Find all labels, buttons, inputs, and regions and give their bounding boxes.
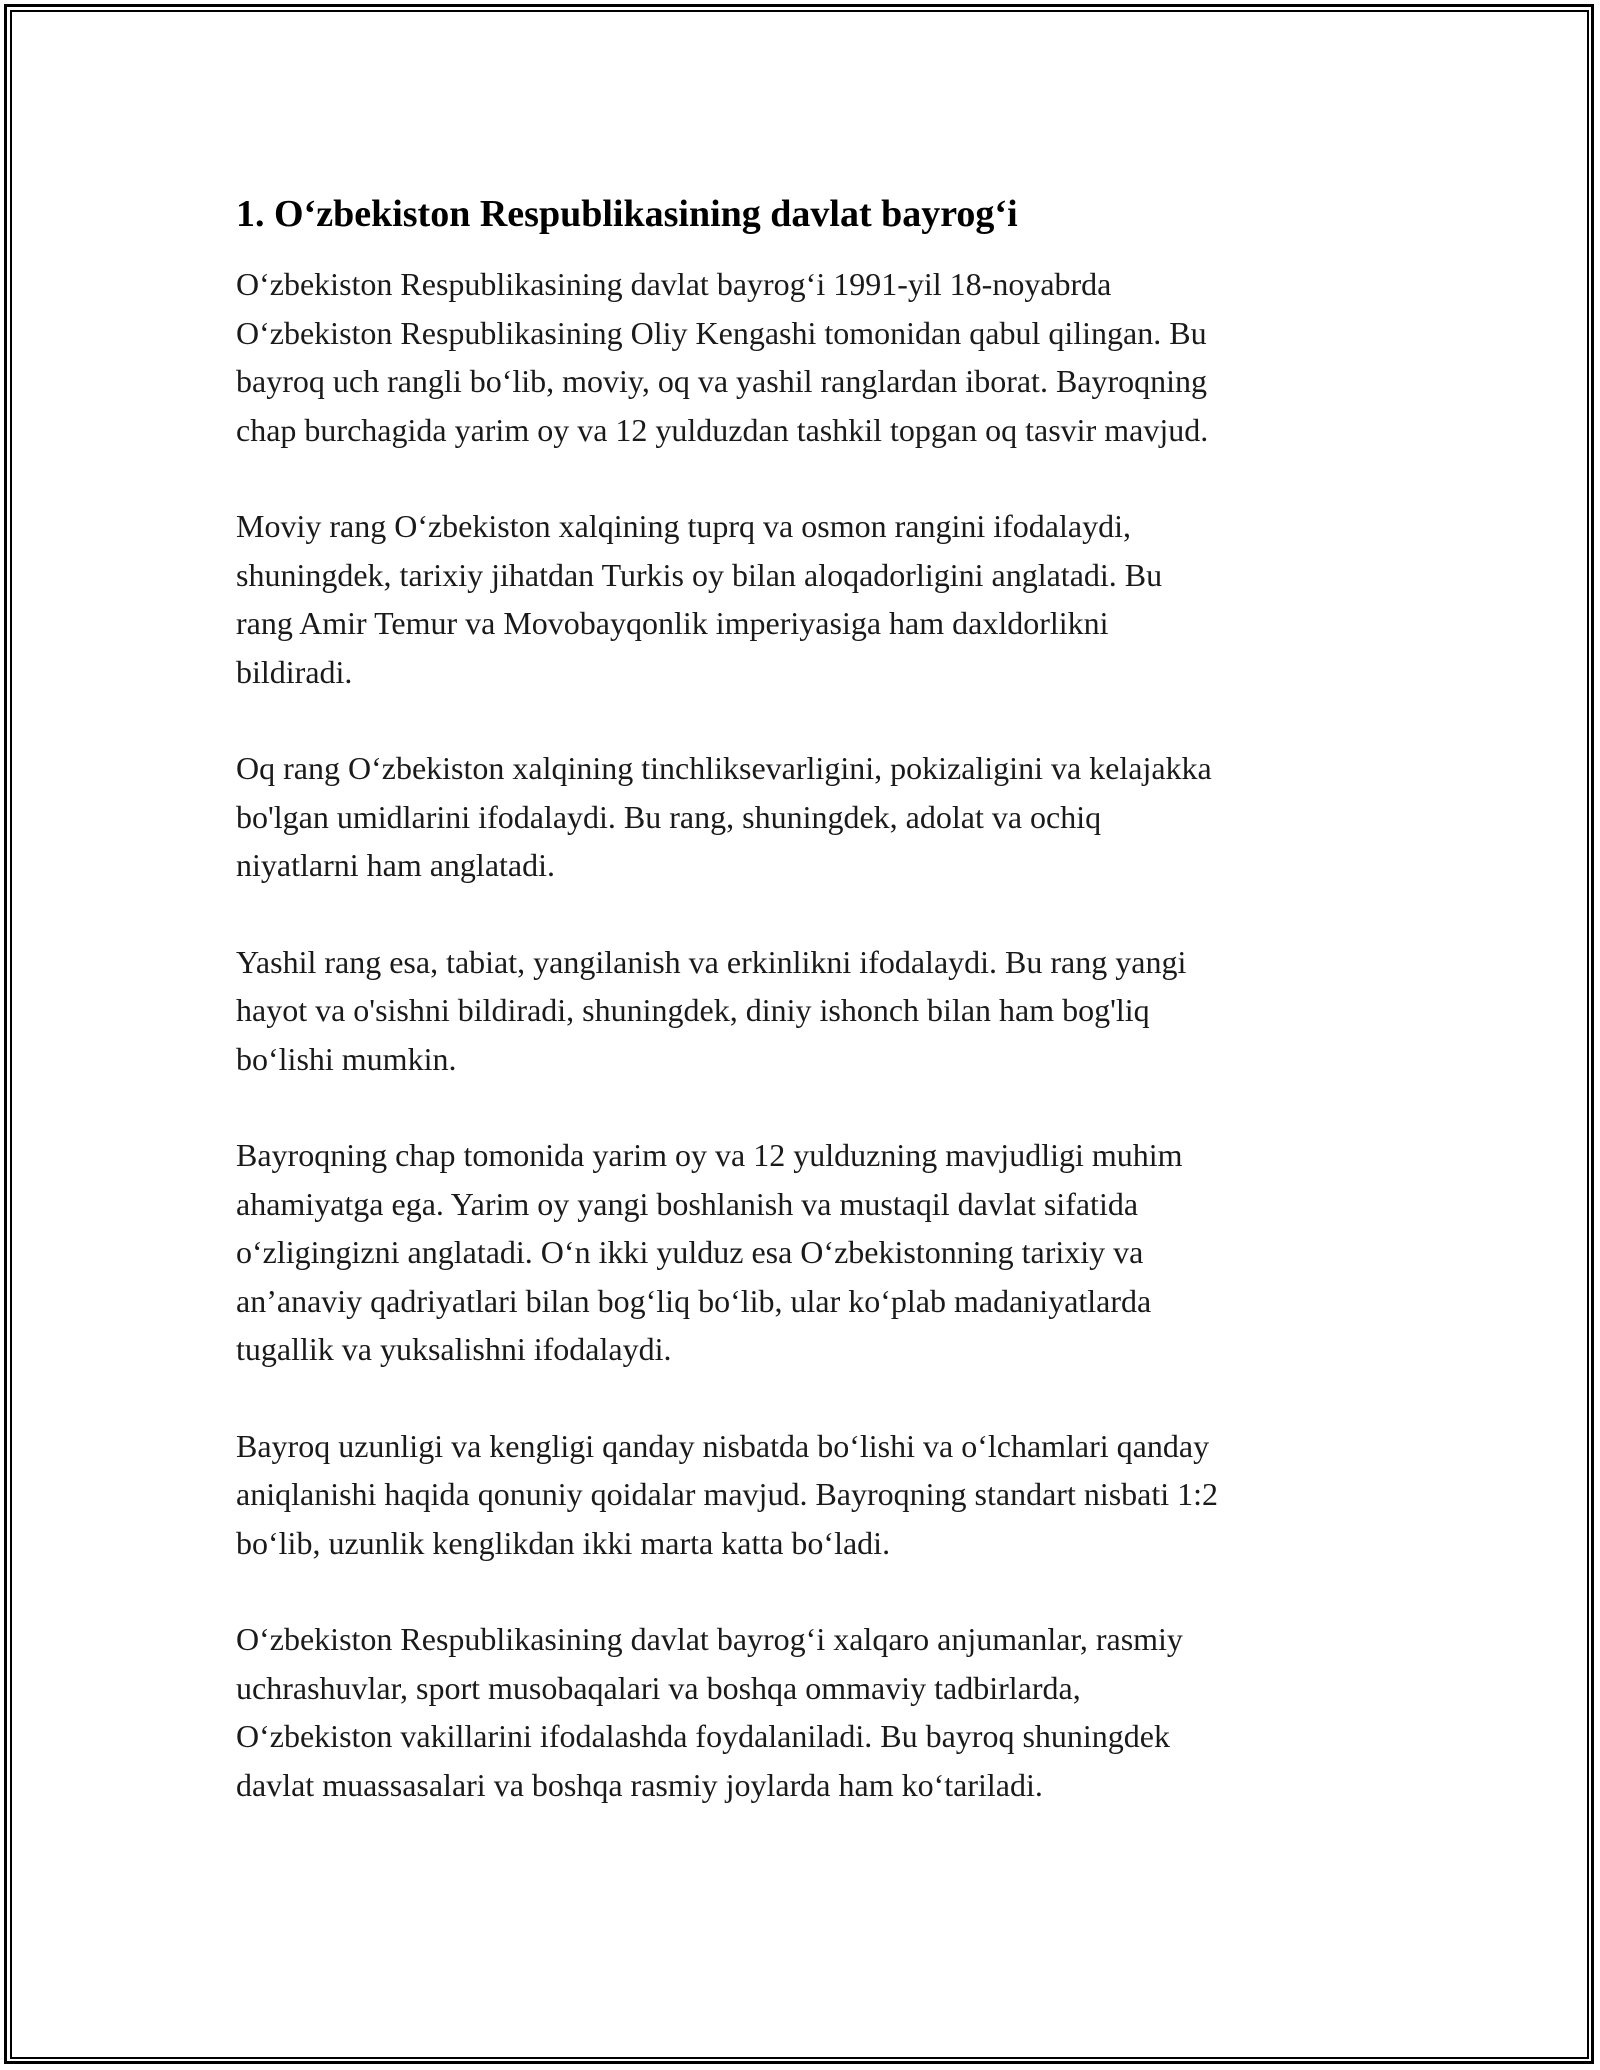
paragraph-line: o‘zligingizni anglatadi. O‘n ikki yulduz esa O‘zbekistonning tarixiy va [236, 1234, 1144, 1270]
paragraph-line: uchrashuvlar, sport musobaqalari va boshqa ommaviy tadbirlarda, [236, 1669, 1081, 1706]
paragraph-line: Bayroq uzunligi va kengligi qanday nisbatda bo‘lishi va o‘lchamlari qanday [236, 1427, 1210, 1464]
paragraph-line: rang Amir Temur va Movobayqonlik imperiyasiga ham daxldorlikni [236, 605, 1109, 641]
paragraph-line: ahamiyatga ega. Yarim oy yangi boshlanish va mustaqil davlat sifatida [236, 1185, 1139, 1222]
paragraph-line: aniqlanishi haqida qonuniy qoidalar mavjud. Bayroqning standart nisbati 1:2 [236, 1476, 1219, 1512]
paragraph-line: davlat muassasalari va boshqa rasmiy joylarda ham ko‘tariladi. [236, 1766, 1043, 1803]
document-body [236, 188, 1376, 1857]
paragraph-line: bo'lgan umidlarini ifodalaydi. Bu rang, shuningdek, adolat va ochiq [236, 798, 1102, 835]
paragraph-line: Oq rang O‘zbekiston xalqining tinchliksevarligini, pokizaligini va kelajakka [236, 750, 1212, 786]
paragraph-line: Bayroqning chap tomonida yarim oy va 12 yulduzning mavjudligi muhim [236, 1137, 1183, 1173]
paragraph-line: O‘zbekiston Respublikasining Oliy Kengashi tomonidan qabul qilingan. Bu [236, 314, 1207, 351]
paragraph-line: chap burchagida yarim oy va 12 yulduzdan tashkil topgan oq tasvir mavjud. [236, 411, 1209, 448]
paragraph-3 [236, 744, 1376, 890]
paragraph-line: O‘zbekiston Respublikasining davlat bayrog‘i 1991-yil 18-noyabrda [236, 266, 1112, 302]
paragraph-line: O‘zbekiston vakillarini ifodalashda foydalaniladi. Bu bayroq shuningdek [236, 1718, 1170, 1754]
paragraph-2 [236, 502, 1376, 696]
paragraph-line: bo‘lib, uzunlik kenglikdan ikki marta katta bo‘ladi. [236, 1524, 891, 1561]
paragraph-7 [236, 1615, 1376, 1809]
document-title: 1. O‘zbekiston Respublikasining davlat bayrog‘i [236, 193, 1018, 235]
paragraph-5 [236, 1131, 1376, 1374]
paragraph-4 [236, 938, 1376, 1084]
paragraph-line: Moviy rang O‘zbekiston xalqining tuprq va osmon rangini ifodalaydi, [236, 508, 1131, 544]
paragraph-line: shuningdek, tarixiy jihatdan Turkis oy bilan aloqadorligini anglatadi. Bu [236, 556, 1163, 593]
paragraph-line: niyatlarni ham anglatadi. [236, 847, 555, 883]
paragraph-line: O‘zbekiston Respublikasining davlat bayrog‘i xalqaro anjumanlar, rasmiy [236, 1621, 1183, 1657]
paragraph-line: an’anaviy qadriyatlari bilan bog‘liq bo‘lib, ular ko‘plab madaniyatlarda [236, 1282, 1152, 1319]
paragraph-line: bayroq uch rangli bo‘lib, moviy, oq va yashil ranglardan iborat. Bayroqning [236, 363, 1208, 399]
paragraph-line: bo‘lishi mumkin. [236, 1040, 457, 1077]
paragraph-line: hayot va o'sishni bildiradi, shuningdek, diniy ishonch bilan ham bog'liq [236, 992, 1150, 1028]
paragraph-6 [236, 1422, 1376, 1568]
paragraph-1 [236, 260, 1376, 454]
paragraph-line: bildiradi. [236, 653, 353, 690]
paragraph-line: tugallik va yuksalishni ifodalaydi. [236, 1331, 672, 1367]
paragraph-line: Yashil rang esa, tabiat, yangilanish va erkinlikni ifodalaydi. Bu rang yangi [236, 943, 1187, 980]
